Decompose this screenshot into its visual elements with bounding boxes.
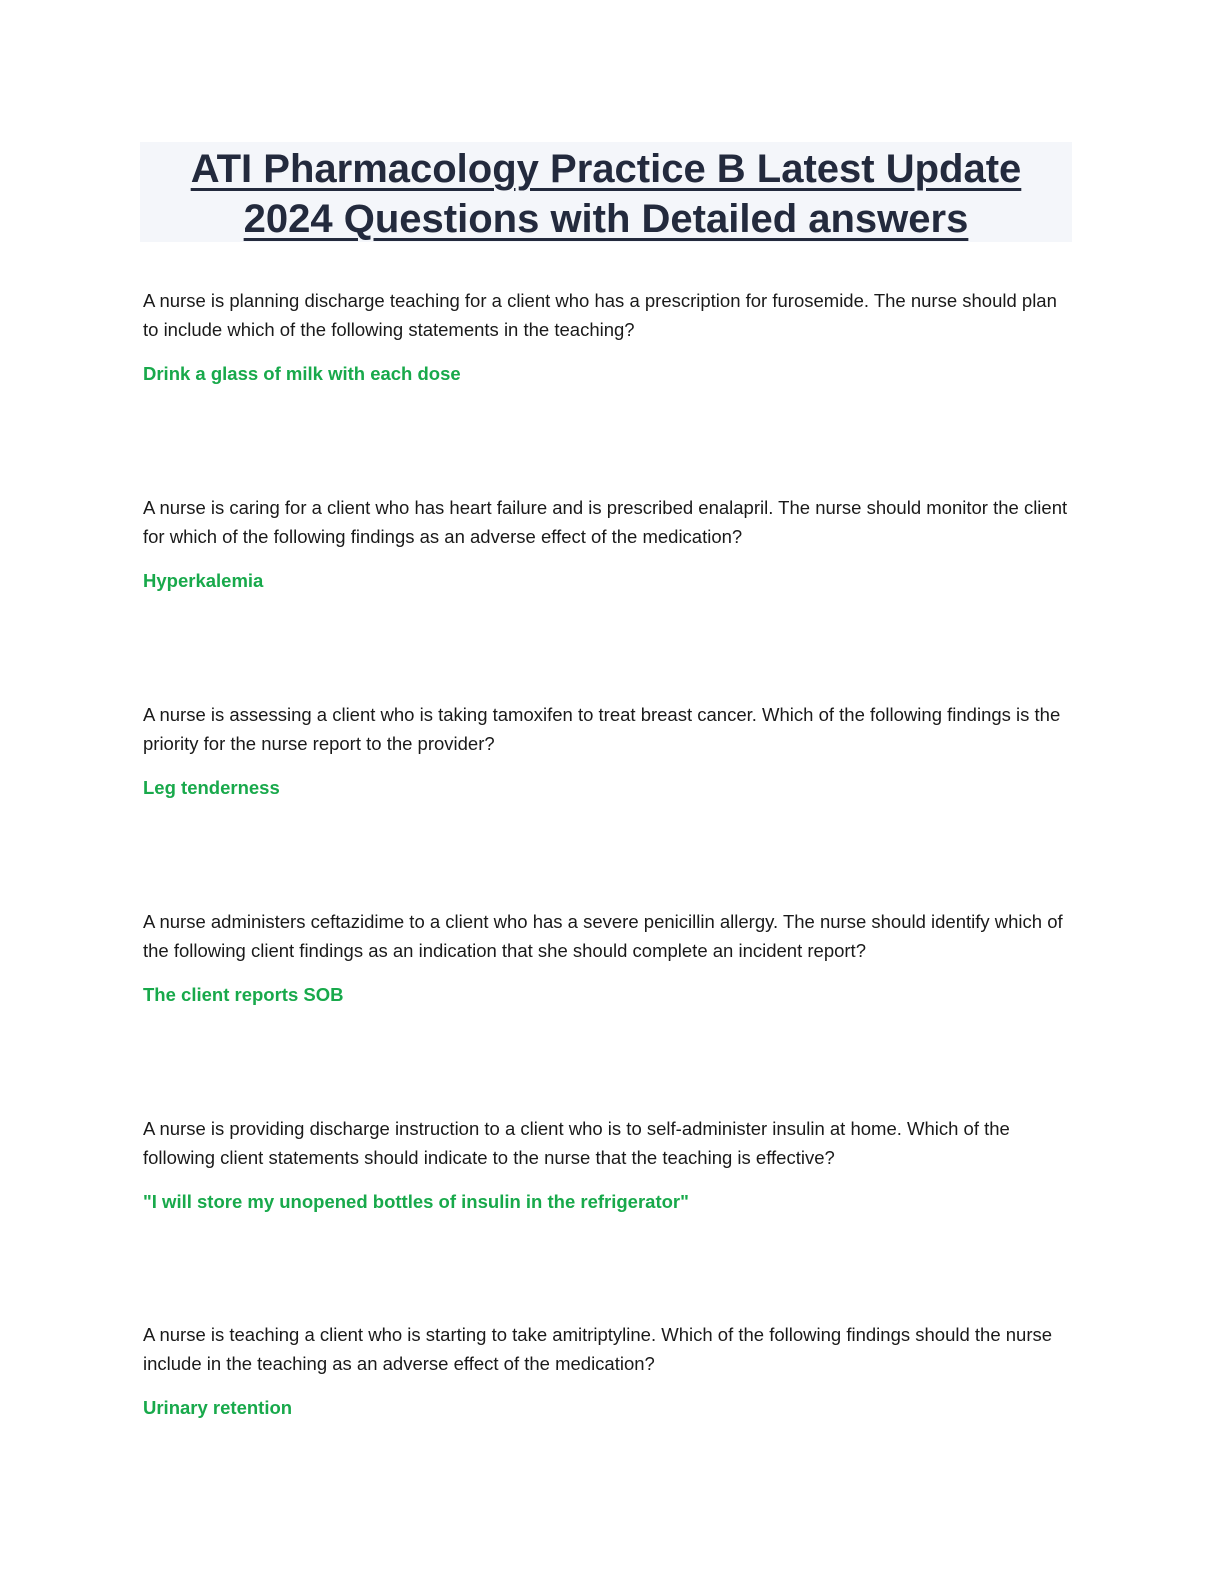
question-text: A nurse is caring for a client who has heart failure and is prescribed enalapril. The nurse should monitor the client for which of the following findings as an adverse effect of the medication? <box>143 497 1068 547</box>
title-line-1: ATI Pharmacology Practice B Latest Update <box>190 147 1022 191</box>
answer-text: Urinary retention <box>143 1397 293 1418</box>
answer-text: "I will store my unopened bottles of insulin in the refrigerator" <box>143 1191 689 1212</box>
qa-item-6 <box>143 1320 1073 1422</box>
qa-item-2 <box>143 493 1073 595</box>
answer-text: Hyperkalemia <box>143 570 264 591</box>
answer-text: Leg tenderness <box>143 777 280 798</box>
title-line-2: 2024 Questions with Detailed answers <box>243 197 969 241</box>
qa-item-5 <box>143 1114 1073 1216</box>
question-text: A nurse is assessing a client who is taking tamoxifen to treat breast cancer. Which of the following findings is the priority for the nurse report to the provider? <box>143 704 1061 754</box>
qa-item-4 <box>143 907 1073 1009</box>
question-text: A nurse is planning discharge teaching for a client who has a prescription for furosemide. The nurse should plan to include which of the following statements in the teaching? <box>143 290 1057 340</box>
document-title <box>140 142 1072 242</box>
qa-item-3 <box>143 700 1073 802</box>
answer-text: The client reports SOB <box>143 984 344 1005</box>
qa-item-1 <box>143 286 1073 388</box>
question-text: A nurse administers ceftazidime to a client who has a severe penicillin allergy. The nurse should identify which of the following client findings as an indication that she should complete an incident report? <box>143 911 1063 961</box>
question-text: A nurse is providing discharge instruction to a client who is to self-administer insulin at home. Which of the following client statements should indicate to the nurse that the teaching is effective? <box>143 1118 1010 1168</box>
question-text: A nurse is teaching a client who is starting to take amitriptyline. Which of the following findings should the nurse include in the teaching as an adverse effect of the medication? <box>143 1324 1053 1374</box>
answer-text: Drink a glass of milk with each dose <box>143 363 461 384</box>
